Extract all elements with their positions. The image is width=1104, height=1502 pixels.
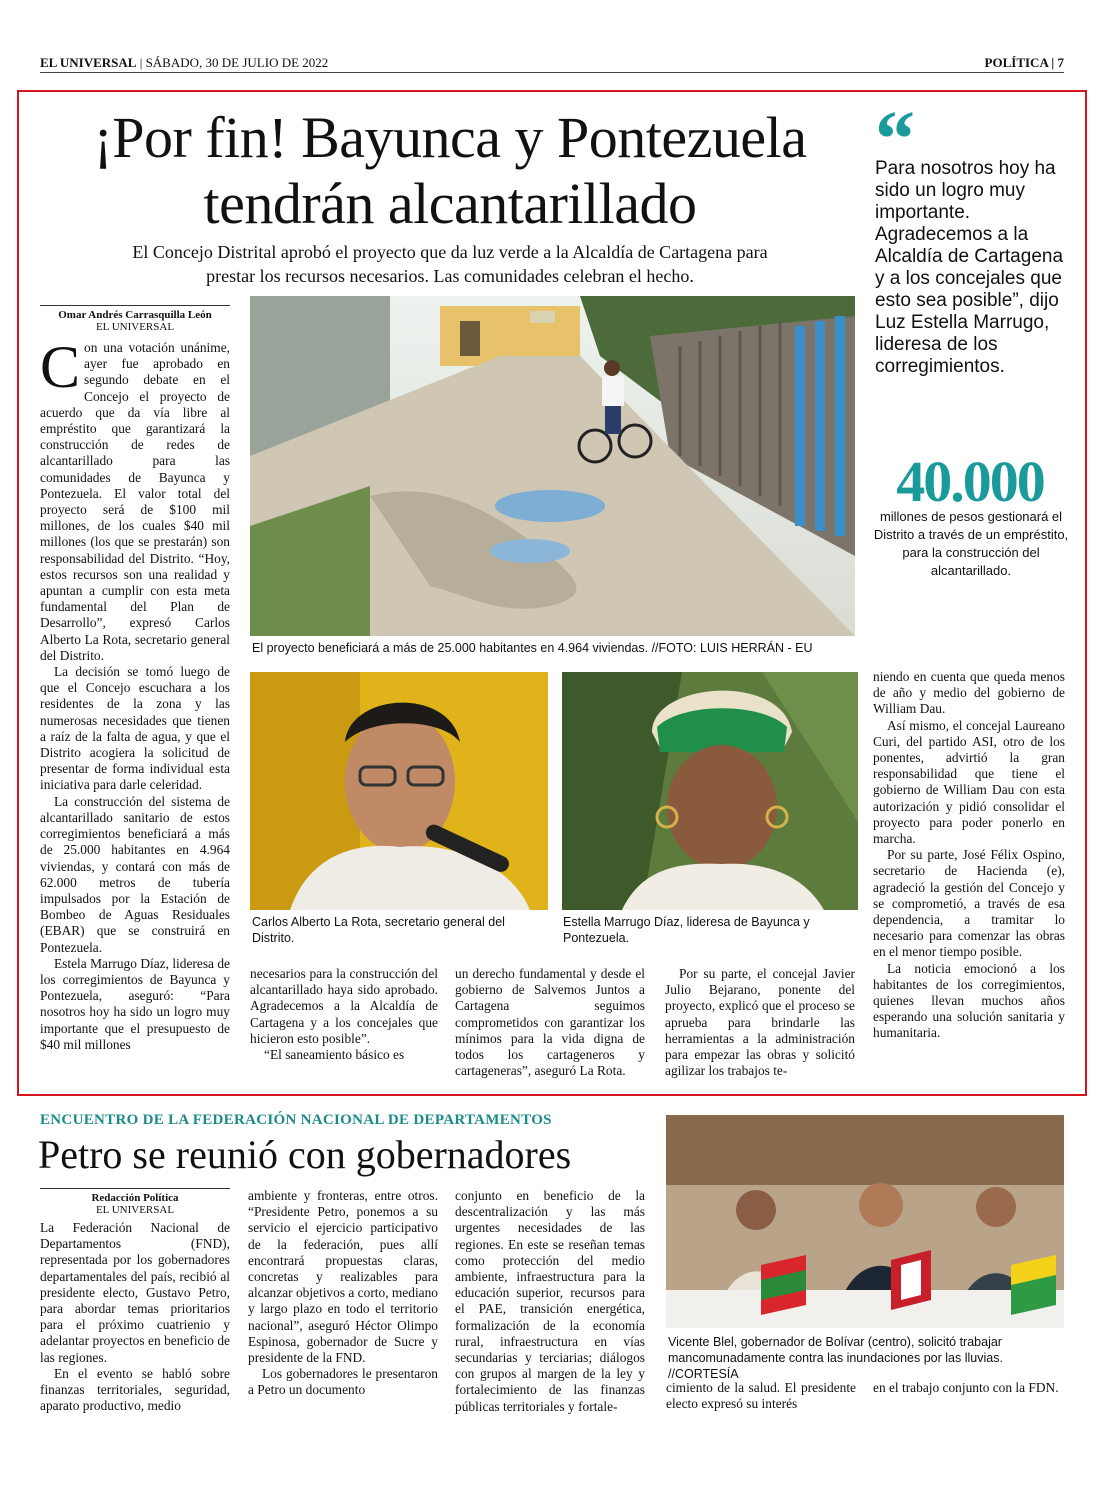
paragraph: “El saneamiento básico es — [264, 1047, 405, 1063]
portrait-rota — [250, 672, 548, 910]
paragraph: un derecho fundamental y desde el gobierno de Salvemos Juntos a Cartagena seguimos comprometidos con garantizar los mínimos para la vida digna de todos los cartageneros y cartageneras”, aseguró La Rota. — [455, 966, 645, 1079]
quote-mark-icon: “ — [875, 96, 915, 184]
author: Omar Andrés Carrasquilla León — [58, 309, 212, 321]
outlet: EL UNIVERSAL — [95, 1204, 175, 1216]
rota-photo — [250, 672, 548, 910]
paragraph: ambiente y fronteras, entre otros. “Presidente Petro, ponemos a su servicio el ejercicio participativo de la federación, pues allí encontrará propuestas claras, concretas y realizables para alcanzar objetivos a corto, mediano y largo plazo en todo el territorio nacional”, aseguró Héctor Olimpo Espinosa, gobernador de Sucre y presidente de la FND. — [248, 1188, 438, 1366]
paragraph: Por su parte, José Félix Ospino, secretario de Hacienda (e), agradeció la gestión del Concejo y se comprometió, a través de esa dependencia, a tramitar lo necesario para comenzar las obras en el menor tiempo posible. — [873, 847, 1065, 960]
paragraph: necesarios para la construcción del alcantarillado haya sido aprobado. Agradecemos a la Alcaldía de Cartagena y a los concejales que hicieron esto posible”. — [250, 966, 438, 1046]
article2-title: Petro se reunió con gobernadores — [38, 1132, 572, 1177]
article2-kicker: ENCUENTRO DE LA FEDERACIÓN NACIONAL DE DEPARTAMENTOS — [40, 1112, 552, 1128]
stat-number: 40.000 — [896, 449, 1044, 514]
governors-caption: Vicente Blel, gobernador de Bolívar (centro), solicitó trabajar mancomunadamente contra las inundaciones por las lluvias. //CORTESÍA — [668, 1335, 1003, 1381]
header-rule — [40, 72, 1064, 73]
paragraph: Los gobernadores le presentaron a Petro un documento — [248, 1366, 438, 1398]
street-photo — [250, 296, 855, 636]
paragraph: Así mismo, el concejal Laureano Curi, del partido ASI, otro de los ponentes, advirtió la gran responsabilidad que tiene el gobierno de William Dau con esta autorización y pidió consolidar el proyecto para poder ponerlo en marcha. — [873, 717, 1065, 847]
article-column-2 — [250, 966, 438, 1063]
paragraph: Estela Marrugo Díaz, lideresa de los corregimientos de Bayunca y Pontezuela, aseguró: “Para nosotros hoy ha sido un logro muy importante que el presupuesto de $40 mil millones — [40, 955, 230, 1052]
governors-photo — [666, 1115, 1064, 1328]
paragraph: cimiento de la salud. El presidente electo expresó su interés — [666, 1380, 856, 1412]
article2-column-5 — [873, 1380, 1065, 1396]
drop-cap: C — [40, 340, 81, 400]
article-column-4 — [665, 966, 855, 1079]
estella-photo — [562, 672, 858, 910]
paragraph: En el evento se habló sobre finanzas territoriales, seguridad, aparato productivo, medio — [40, 1365, 230, 1414]
outlet: EL UNIVERSAL — [95, 321, 175, 333]
article-title: ¡Por fin! Bayunca y Pontezuela tendrán alcantarillado — [93, 105, 807, 236]
section-label: POLÍTICA | 7 — [984, 55, 1064, 70]
author: Redacción Política — [91, 1192, 179, 1204]
article2-column-1 — [40, 1220, 230, 1414]
pull-quote: Para nosotros hoy ha sido un logro muy importante. Agradecemos a la Alcaldía de Cartagena y a los concejales que esto sea posible”, dijo Luz Estella Marrugo, lideresa de los corregimientos. — [875, 158, 1064, 377]
main-photo-caption: El proyecto beneficiará a más de 25.000 habitantes en 4.964 viviendas. //FOTO: LUIS HERRÁN - EU — [252, 641, 813, 655]
article-column-5 — [873, 669, 1065, 1042]
article-column-1 — [40, 340, 230, 1085]
paragraph: niendo en cuenta que queda menos de año y medio del gobierno de William Dau. — [873, 669, 1065, 717]
paragraph: on una votación unánime, ayer fue aprobado en segundo debate en el Concejo el proyecto de acuerdo que da vía libre al empréstito que garantizará la construcción de redes de alcantarillado para las comunidades de Bayunca y Pontezuela. El valor total del proyecto será de $100 mil millones, de los cuales $40 mil millones (los que se prestarán) son responsabilidad del Distrito. “Hoy, estos recursos son una realidad y apuntan a cumplir con esta meta fundamental del Plan de Desarrollo”, expresó Carlos Alberto La Rota, secretario general del Distrito. — [40, 340, 230, 663]
article2-column-2 — [248, 1188, 438, 1399]
article2-column-4 — [666, 1380, 856, 1412]
estella-caption: Estella Marrugo Díaz, lideresa de Bayunca y Pontezuela. — [563, 915, 810, 945]
article2-column-3 — [455, 1188, 645, 1415]
paragraph: La noticia emocionó a los habitantes de los corregimientos, quienes llevan muchos años esperando una solución sanitaria y humanitaria. — [873, 960, 1065, 1041]
paragraph: en el trabajo conjunto con la FDN. — [873, 1380, 1059, 1395]
article-deck: El Concejo Distrital aprobó el proyecto que da luz verde a la Alcaldía de Cartagena para prestar los recursos necesarios. Las comunidades celebran el hecho. — [132, 242, 768, 286]
masthead: EL UNIVERSAL | SÁBADO, 30 DE JULIO DE 2022 — [40, 55, 329, 70]
stat-text: millones de pesos gestionará el Distrito a través de un empréstito, para la construcción del alcantarillado. — [873, 509, 1069, 578]
portrait-estella — [562, 672, 858, 910]
paragraph: Por su parte, el concejal Javier Julio Bejarano, ponente del proyecto, explicó que el proceso se aprueba para brindarle las herramientas a la administración para empezar las obras y solicitó agilizar los trabajos te- — [665, 966, 855, 1079]
article-column-3 — [455, 966, 645, 1079]
article2-byline — [40, 1188, 230, 1216]
main-photo — [250, 296, 855, 636]
paragraph: La decisión se tomó luego de que el Concejo escuchara a los residentes de la zona y las numerosas necesidades que tienen a raíz de la falta de agua, y que el Distrito acogiera la solicitud de presentar de forma individual esta iniciativa para darle celeridad. — [40, 664, 230, 793]
meeting-photo — [666, 1115, 1064, 1328]
paragraph: La construcción del sistema de alcantarillado sanitario de estos corregimientos beneficiará a más de 25.000 habitantes en 4.964 viviendas, y contará con más de 62.000 metros de tubería impulsados por la Estación de Bombeo de Aguas Residuales (EBAR) que se construirá en Pontezuela. — [40, 793, 230, 955]
paragraph: conjunto en beneficio de la descentralización y las más urgentes necesidades de las regiones. En este se reseñan temas como protección del medio ambiente, infraestructura para la educación superior, recursos para el PAE, transición energética, formalización de la economía rural, infraestructura en vías secundarias y terciarias; diálogos con grupos al margen de la ley y fortalecimiento de las finanzas públicas territoriales y fortale- — [455, 1188, 645, 1414]
paragraph: La Federación Nacional de Departamentos (FND), representada por los gobernadores departamentales del país, recibió al presidente electo, Gustavo Petro, para abordar temas prioritarios para el próximo cuatrienio y adelantar proyectos en beneficio de las regiones. — [40, 1220, 230, 1365]
rota-caption: Carlos Alberto La Rota, secretario general del Distrito. — [252, 915, 505, 945]
byline — [40, 305, 230, 333]
